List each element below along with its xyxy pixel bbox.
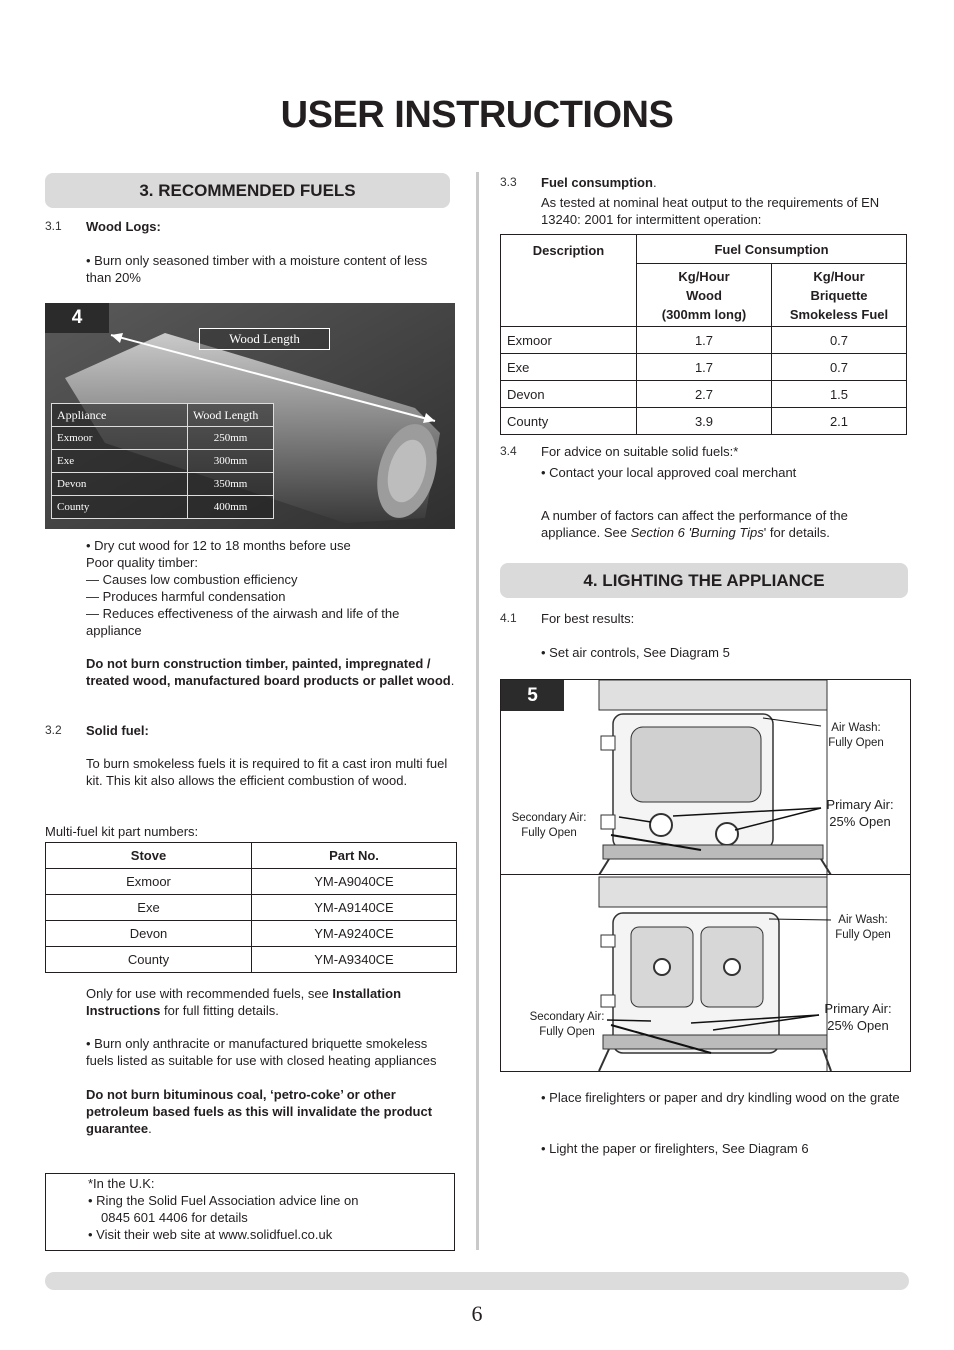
wood-log-photo — [45, 303, 455, 529]
section-number: 4.1 — [500, 611, 517, 625]
table-cell: YM-A9340CE — [252, 947, 457, 973]
footer-bar — [45, 1272, 909, 1290]
timber-notes — [86, 537, 456, 639]
table-cell: Devon — [46, 921, 252, 947]
text: Only for use with recommended fuels, see — [86, 986, 333, 1001]
primary-air-label — [817, 1000, 899, 1034]
only-use-note — [86, 985, 456, 1019]
uk-line: • Ring the Solid Fuel Association advice line on — [88, 1193, 359, 1208]
anthracite-bullet: • Burn only anthracite or manufactured briquette smokeless fuels listed as suitable for use with closed heating appliances — [86, 1036, 437, 1068]
table-cell: 300mm — [188, 450, 274, 473]
diagram-5-top — [500, 679, 911, 876]
label-line: Primary Air: — [826, 797, 894, 812]
page-title: USER INSTRUCTIONS — [280, 94, 674, 136]
label-line: Secondary Air: — [511, 812, 587, 824]
table-cell: 350mm — [188, 473, 274, 496]
air-wash-label — [827, 913, 899, 943]
header-line: Wood — [686, 287, 722, 303]
label-line: Fully Open — [835, 929, 891, 941]
table-cell: YM-A9040CE — [252, 869, 457, 895]
wood-length-label: Wood Length — [199, 328, 330, 350]
list-item: — Produces harmful condensation — [86, 589, 286, 604]
table-cell: County — [46, 947, 252, 973]
table-cell: 2.7 — [637, 381, 772, 408]
table-cell: 400mm — [188, 496, 274, 519]
firelighters-bullet: • Place firelighters or paper and dry kindling wood on the grate — [541, 1090, 900, 1105]
advice-text: For advice on suitable solid fuels:* — [541, 444, 739, 459]
label-line: Air Wash: — [831, 722, 881, 734]
page-number: 6 — [471, 1301, 483, 1326]
section-heading-lighting: 4. LIGHTING THE APPLIANCE — [500, 563, 908, 598]
table-cell: County — [52, 496, 188, 519]
secondary-air-label — [521, 1010, 613, 1040]
table-cell: 1.5 — [772, 381, 907, 408]
header-line: Kg/Hour — [678, 268, 730, 284]
section-number: 3.1 — [45, 219, 62, 233]
title-end: . — [652, 175, 657, 190]
kit-header-part: Part No. — [252, 843, 457, 869]
table-cell: 3.9 — [637, 408, 772, 435]
label-line: Air Wash: — [838, 914, 888, 926]
table-cell: 2.1 — [772, 408, 907, 435]
primary-air-label — [819, 796, 901, 830]
table-cell: 0.7 — [772, 327, 907, 354]
table-cell: 1.7 — [637, 354, 772, 381]
header-line: Briquette — [810, 287, 868, 303]
header-line: Smokeless Fuel — [789, 306, 889, 322]
table-cell: 250mm — [188, 427, 274, 450]
title-text: Fuel consumption — [541, 175, 653, 190]
light-paper-bullet: • Light the paper or firelighters, See Diagram 6 — [541, 1141, 809, 1156]
header-line: Kg/Hour — [813, 268, 865, 284]
diagram-5-badge: 5 — [501, 680, 564, 711]
table-cell: Exmoor — [46, 869, 252, 895]
uk-advice-box — [45, 1173, 455, 1251]
air-wash-label — [819, 721, 893, 751]
text: A number of factors can affect the performance of the appliance. See — [541, 508, 848, 540]
label-line: Fully Open — [539, 1026, 595, 1038]
table-cell: Exmoor — [52, 427, 188, 450]
section-heading-recommended-fuels: 3. RECOMMENDED FUELS — [45, 173, 450, 208]
warning-construction-timber — [86, 655, 458, 689]
fuel-consumption-title — [541, 174, 657, 191]
uk-phone: 0845 601 4406 for details — [101, 1210, 248, 1225]
section-number: 3.3 — [500, 175, 517, 189]
wood-logs-title: Wood Logs: — [86, 219, 161, 234]
label-line: Secondary Air: — [529, 1011, 605, 1023]
uk-line: *In the U.K: — [88, 1176, 155, 1191]
warning-bituminous — [86, 1086, 458, 1137]
table-cell: Devon — [52, 473, 188, 496]
list-item: — Causes low combustion efficiency — [86, 572, 298, 587]
diagram-5-bottom — [500, 874, 911, 1072]
label-line: 25% Open — [827, 1018, 889, 1033]
best-results-text: For best results: — [541, 611, 635, 626]
section-number: 3.4 — [500, 444, 517, 458]
label-line: 25% Open — [829, 814, 891, 829]
header-line: (300mm long) — [661, 306, 747, 322]
label-line: Fully Open — [521, 827, 577, 839]
air-controls-bullet: • Set air controls, See Diagram 5 — [541, 645, 730, 660]
solid-fuel-text: To burn smokeless fuels it is required to fit a cast iron multi fuel kit. This kit also allows the efficient combustion of wood. — [86, 756, 448, 788]
uk-website: • Visit their web site at www.solidfuel.co.uk — [88, 1227, 333, 1242]
fuel-header-description: Description — [501, 235, 637, 327]
text: ' for details. — [763, 525, 830, 540]
column-divider — [476, 172, 479, 1250]
label-line: Fully Open — [828, 737, 884, 749]
table-cell: Exe — [52, 450, 188, 473]
kit-intro: Multi-fuel kit part numbers: — [45, 824, 199, 839]
table-cell: Devon — [501, 381, 637, 408]
warning-text: Do not burn construction timber, painted, impregnated / treated wood, manufactured board products or pallet wood — [86, 656, 451, 688]
section-number: 3.2 — [45, 723, 62, 737]
warning-end: . — [148, 1121, 152, 1136]
list-item: — Reduces effectiveness of the airwash and life of the appliance — [86, 606, 400, 638]
list-item: Poor quality timber: — [86, 555, 198, 570]
fuel-header-wood — [637, 264, 772, 327]
wood-logs-bullet: • Burn only seasoned timber with a moisture content of less than 20% — [86, 253, 428, 285]
table-cell: 0.7 — [772, 354, 907, 381]
warning-text: Do not burn bituminous coal, ‘petro-coke’ or other petroleum based fuels as this will invalidate the product guarantee — [86, 1087, 433, 1136]
diagram-4-badge: 4 — [45, 303, 109, 333]
fuel-header-smokeless — [772, 264, 907, 327]
table-cell: 1.7 — [637, 327, 772, 354]
kit-header-stove: Stove — [46, 843, 252, 869]
fuel-consumption-text: As tested at nominal heat output to the requirements of EN 13240: 2001 for intermittent operation: — [541, 195, 880, 227]
table-cell: YM-A9240CE — [252, 921, 457, 947]
fuel-header-consumption: Fuel Consumption — [637, 235, 907, 264]
installation-instructions-ref: Installation Instructions — [86, 986, 402, 1018]
wood-table-header-appliance: Appliance — [52, 404, 188, 427]
table-cell: Exe — [46, 895, 252, 921]
table-cell: Exe — [501, 354, 637, 381]
wood-length-table — [51, 403, 274, 519]
text: for full fitting details. — [160, 1003, 279, 1018]
fuel-consumption-table — [500, 234, 907, 435]
kit-table — [45, 842, 457, 973]
wood-table-header-length: Wood Length — [188, 404, 274, 427]
label-line: Primary Air: — [824, 1001, 892, 1016]
solid-fuel-title: Solid fuel: — [86, 723, 149, 738]
table-cell: YM-A9140CE — [252, 895, 457, 921]
table-cell: County — [501, 408, 637, 435]
secondary-air-label — [503, 811, 595, 841]
stove-double-door-illustration — [501, 875, 910, 1071]
factors-note — [541, 507, 907, 541]
list-item: • Dry cut wood for 12 to 18 months before use — [86, 538, 351, 553]
advice-bullet: • Contact your local approved coal merchant — [541, 465, 797, 480]
burning-tips-ref: Section 6 'Burning Tips — [630, 525, 764, 540]
table-cell: Exmoor — [501, 327, 637, 354]
warning-end: . — [450, 673, 455, 688]
